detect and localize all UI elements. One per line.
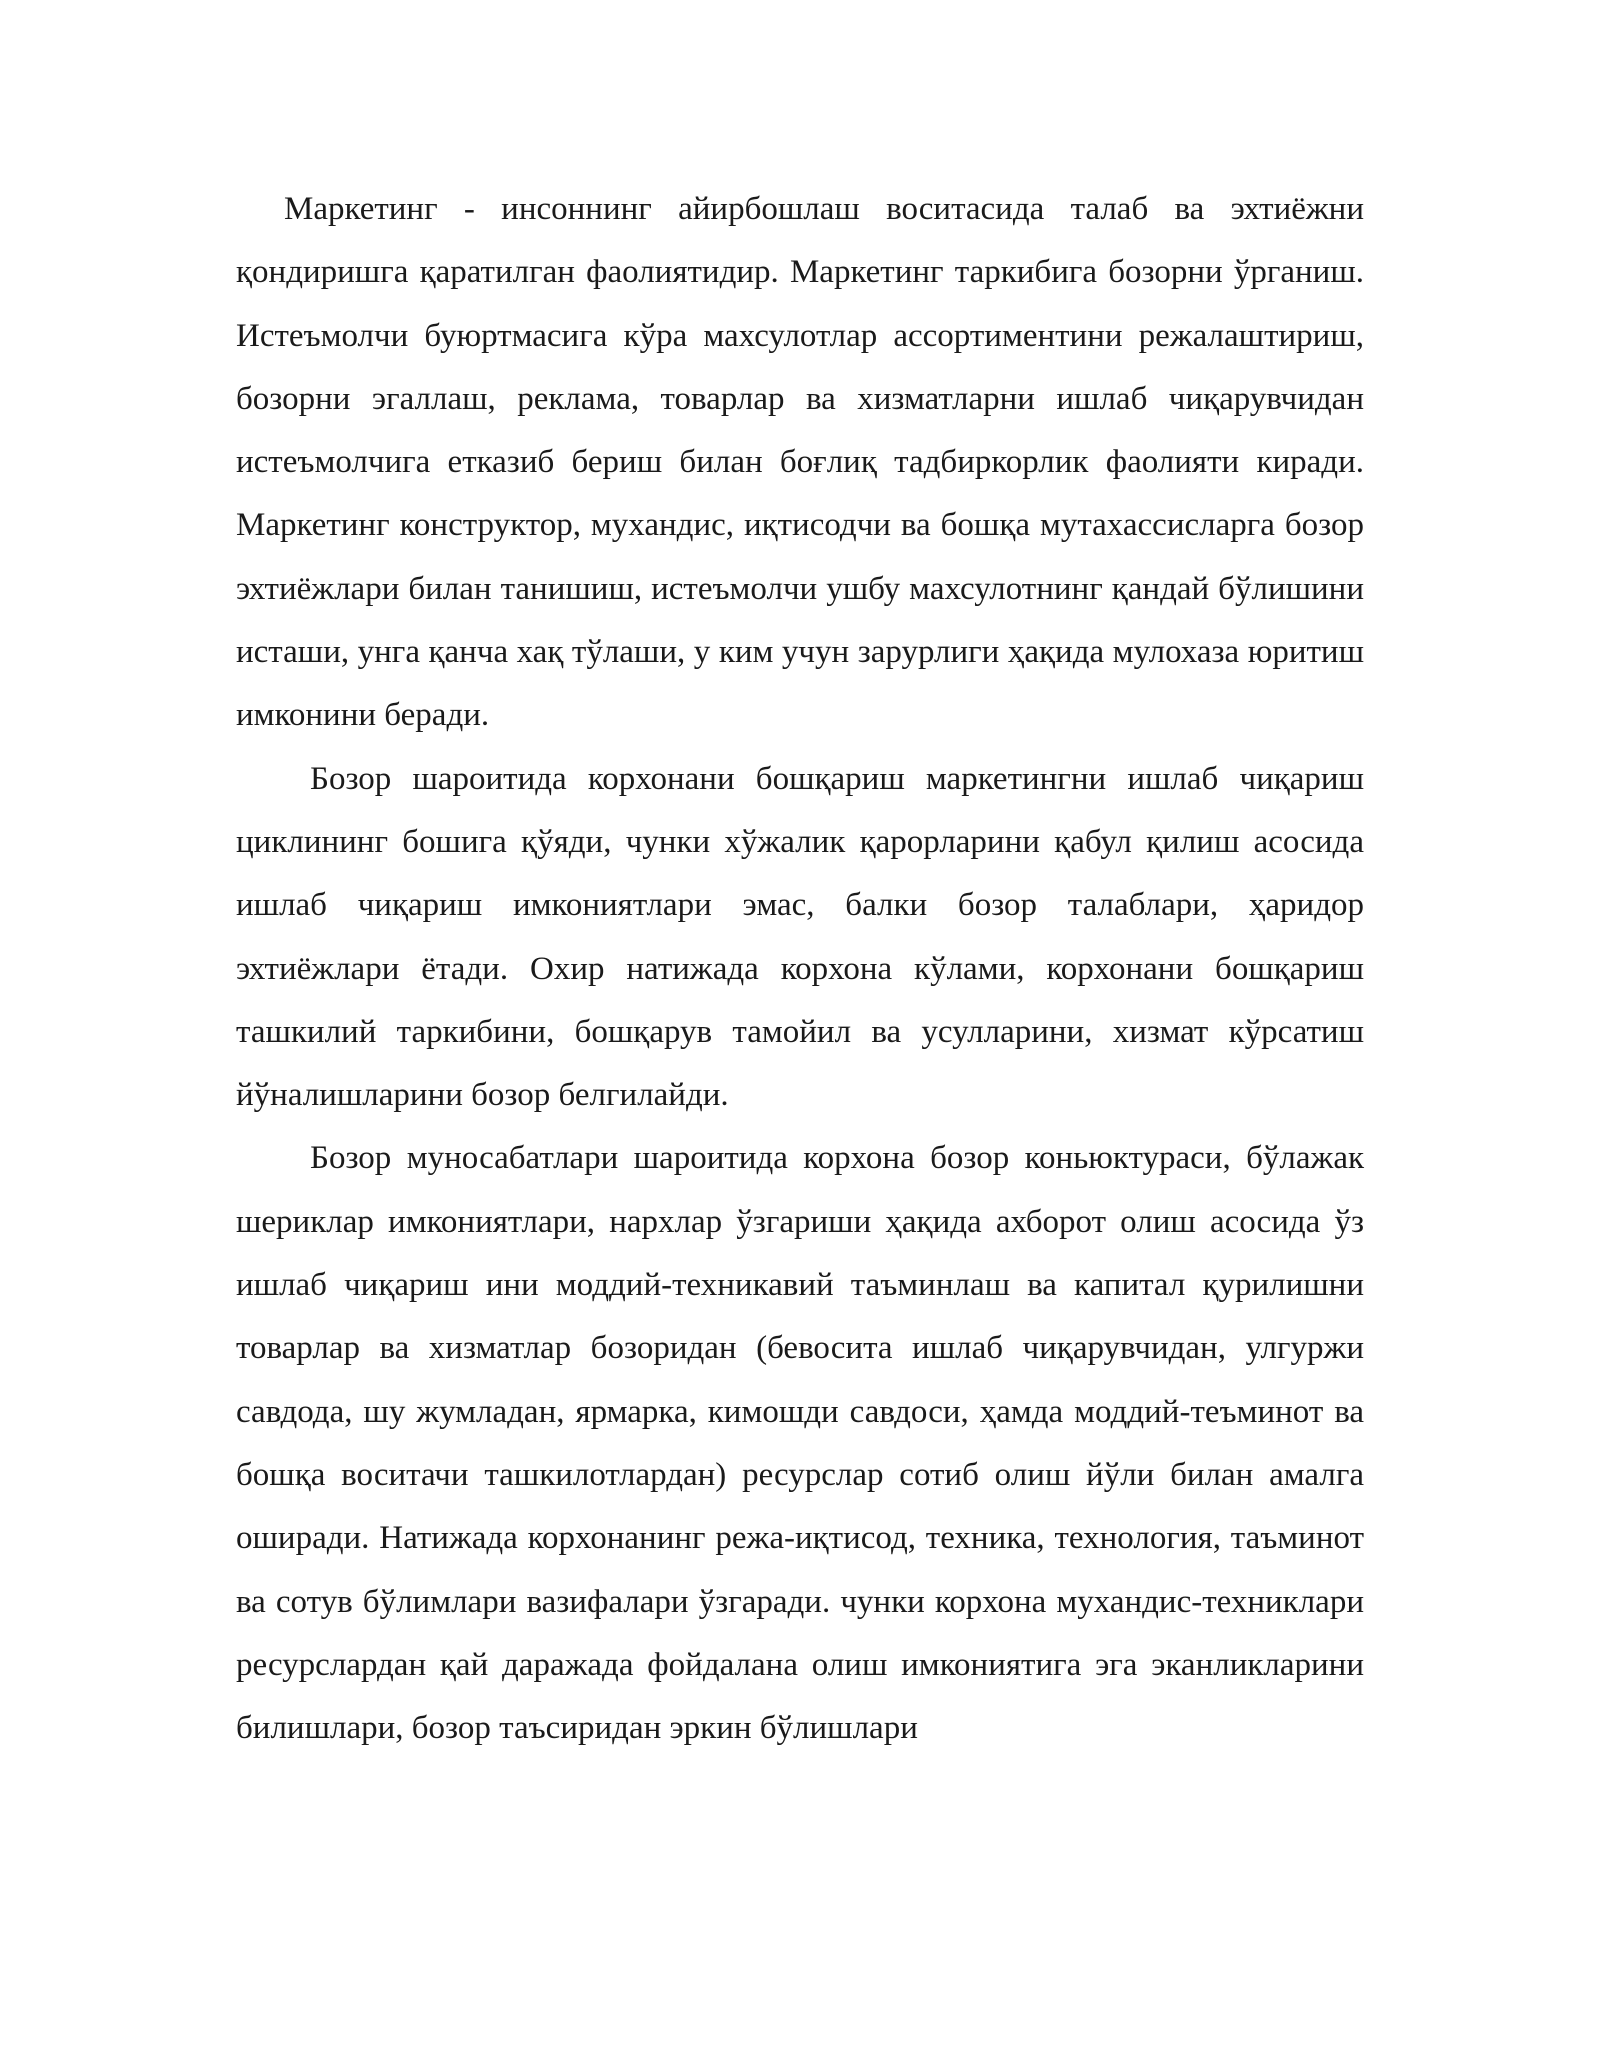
document-body <box>236 178 1364 1760</box>
paragraph-market-relations: Бозор муносабатлари шароитида корхона бозор коньюктураси, бўлажак шериклар имкониятлари, нархлар ўзгариши ҳақида ахборот олиш асосида ўз ишлаб чиқариш ини моддий-техникавий таъминлаш ва капитал қурилишни товарлар ва хизматлар бозоридан (бевосита ишлаб чиқарувчидан, улгуржи савдода, шу жумладан, ярмарка, кимошди савдоси, ҳамда моддий-теъминот ва бошқа воситачи ташкилотлардан) ресурслар сотиб олиш йўли билан амалга оширади. Натижада корхонанинг режа-иқтисод, техника, технология, таъминот ва сотув бўлимлари вазифалари ўзгаради. чунки корхона мухандис-техниклари ресурслардан қай даражада фойдалана олиш имкониятига эга эканликларини билишлари, бозор таъсиридан эркин бўлишлари <box>236 1140 1364 1747</box>
paragraph-enterprise-management: Бозор шароитида корхонани бошқариш маркетингни ишлаб чиқариш циклининг бошига қўяди, чунки хўжалик қарорларини қабул қилиш асосида ишлаб чиқариш имкониятлари эмас, балки бозор талаблари, ҳаридор эхтиёжлари ётади. Охир натижада корхона кўлами, корхонани бошқариш ташкилий таркибини, бошқарув тамойил ва усулларини, хизмат кўрсатиш йўналишларини бозор белгилайди. <box>236 760 1364 1114</box>
paragraph-marketing-definition: Маркетинг - инсоннинг айирбошлаш воситасида талаб ва эхтиёжни қондиришга қаратилган фаолиятидир. Маркетинг таркибига бозорни ўрганиш. Истеъмолчи буюртмасига кўра махсулотлар ассортиментини режалаштириш, бозорни эгаллаш, реклама, товарлар ва хизматларни ишлаб чиқарувчидан истеъмолчига етказиб бериш билан боғлиқ тадбиркорлик фаолияти киради. Маркетинг конструктор, мухандис, иқтисодчи ва бошқа мутахассисларга бозор эхтиёжлари билан танишиш, истеъмолчи ушбу махсулотнинг қандай бўлишини исташи, унга қанча хақ тўлаши, у ким учун зарурлиги ҳақида мулохаза юритиш имконини беради. <box>236 191 1364 734</box>
